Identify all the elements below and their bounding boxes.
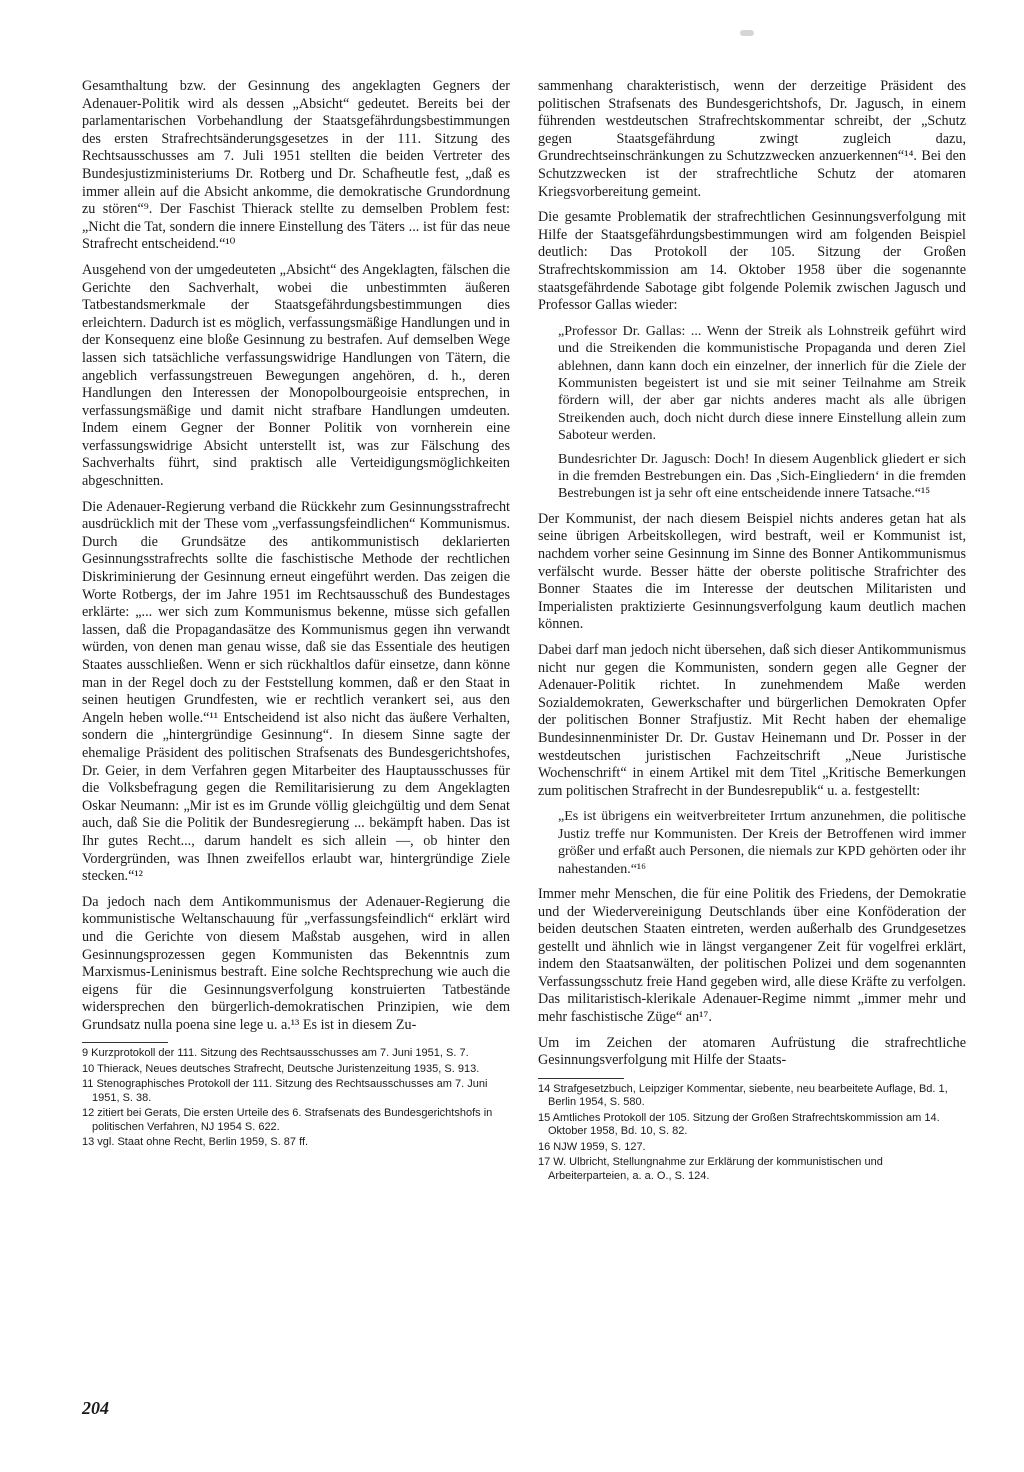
left-column (82, 78, 510, 1152)
footnote: 9 Kurzprotokoll der 111. Sitzung des Rechtsausschusses am 7. Juni 1951, S. 7. (82, 1047, 469, 1060)
right-footnotes (538, 1083, 966, 1184)
block-quote (538, 808, 966, 878)
quote-paragraph: „Es ist übrigens ein weitverbreiteter Irrtum anzunehmen, die politische Justiz treffe nur Kommunisten. Der Kreis der Betroffenen wird immer größer und erfaßt auch Personen, die niemals zur KPD gehörten oder ihr nahestanden.“¹⁶ (558, 809, 966, 877)
right-body-after (538, 886, 966, 1070)
left-footnotes (82, 1047, 510, 1150)
quote-paragraph: „Professor Dr. Gallas: ... Wenn der Streik als Lohnstreik geführt wird und die Streikenden die kommunistische Propaganda und deren Ziel ablehnen, dann kann doch ein einzelner, der innerlich für die Ziele der Kommunisten begeistert ist und sie mit seiner Teilnahme am Streik fördern will, der aber gar nichts anderes macht als alle übrigen Streikenden auch, doch nicht durch diese innere Einstellung allein zum Saboteur werden. (558, 323, 966, 444)
paragraph: Ausgehend von der umgedeuteten „Absicht“ des Angeklagten, fälschen die Gerichte den Sachverhalt, wobei die unbestimmten äußeren Tatbestandsmerkmale der Staatsgefährdungsbestimmungen dies erleichtern. Dadurch ist es möglich, verfassungsmäßige Handlungen und in der Konsequenz eine bloße Gesinnung zu bestrafen. Auf demselben Wege lassen sich tatsächliche verfassungswidrige Handlungen von Tätern, die angeblich verfassungstreuen Bewegungen angehören, d. h., deren Handlungen den Interessen der Monopolbourgeoisie entsprechen, in verfassungsmäßige und damit nicht strafbare Handlungen umdeuten. Indem einem Gegner der Bonner Politik von vornherein eine verfassungswidrige Absicht unterstellt ist, was zur Fälschung des Sachverhalts führt, sind praktisch alle Verteidigungsmöglichkeiten abgeschnitten. (82, 261, 510, 490)
paragraph: Der Kommunist, der nach diesem Beispiel nichts anderes getan hat als seine übrigen Arbeitskollegen, wird bestraft, weil er Kommunist ist, nachdem vorher seine Gesinnung im Sinne des Bonner Antikommunismus verfälscht wurde. Besser hätte der oberste politische Strafrichter des Bonner Staates die im Interesse der deutschen Militaristen und Imperialisten praktizierte Gesinnungsverfolgung kaum deutlich machen können. (538, 510, 966, 633)
footnote: 13 vgl. Staat ohne Recht, Berlin 1959, S. 87 ff. (82, 1136, 309, 1149)
paragraph: Die Adenauer-Regierung verband die Rückkehr zum Gesinnungsstrafrecht ausdrücklich mit der These vom „verfassungsfeindlichen“ Kommunismus. Durch die Grundsätze des antikommunistisch deklarierten Gesinnungsstrafrechts sollte die faschistische Methode der rechtlichen Diskriminierung der Gesinnung erneut eingeführt werden. Das zeigen die Worte Rotbergs, der im Jahre 1951 im Rechtsausschuß des Bundestages erklärte: „... wer sich zum Kommunismus bekenne, müsse sich gefallen lassen, daß die Propagandasätze des Kommunismus gegen ihn verwandt würden, von denen man genau wisse, daß sie das Essentiale des heutigen Staates ausschließen. Wenn er sich rückhaltlos dafür einsetze, dann könne man in der Regel doch zu der Feststellung kommen, daß er den Staat in seinen heutigen Grundfesten, wie er rechtlich verankert sei, aus den Angeln heben wolle.“¹¹ Entscheidend ist also nicht das äußere Verhalten, sondern die „hintergründige Gesinnung“. In diesem Sinne sagte der ehemalige Präsident des politischen Strafsenats des Bundesgerichtshofes, Dr. Geier, in dem Verfahren gegen Mitarbeiter des Hauptausschusses für die Volksbefragung gegen die Remilitarisierung zu dem Angeklagten Oskar Neumann: „Mir ist es im Grunde völlig gleichgültig und dem Senat auch, daß Sie die Politik der Bundesregierung ... bekämpft haben. Das ist Ihr gutes Recht..., darum handelt es sich allein —, ob hinter den Vordergründen, was Ihnen zweifellos erlaubt war, hintergründige Ziele stecken.“¹² (82, 498, 510, 885)
footnote: 16 NJW 1959, S. 127. (538, 1140, 646, 1153)
block-quote (538, 323, 966, 503)
right-column (538, 78, 966, 1185)
right-body-middle (538, 511, 966, 801)
right-body (538, 78, 966, 315)
paragraph: Gesamthaltung bzw. der Gesinnung des angeklagten Gegners der Adenauer-Politik wird als dessen „Absicht“ gedeutet. Bereits bei der parlamentarischen Vorbehandlung der Staatsgefährdungsbestimmungen des ersten Strafrechtsänderungsgesetzes in der 111. Sitzung des Rechtsausschusses am 7. Juli 1951 stellten die beiden Vertreter des Bundesjustizministeriums Dr. Rotberg und Dr. Schafheutle fest, „daß es immer allein auf die Absicht ankomme, die demokratische Grundordnung zu stören“⁹. Der Faschist Thierack stellte zu demselben Problem fest: „Nicht die Tat, sondern die innere Einstellung des Täters ... ist für das neue Strafrecht entscheidend.“¹⁰ (82, 78, 510, 253)
footnote-rule (538, 1078, 624, 1079)
footnote-rule (82, 1042, 168, 1043)
footnote: 12 zitiert bei Gerats, Die ersten Urteile des 6. Strafsenats des Bundesgerichtshofs in politischen Verfahren, NJ 1954 S. 622. (82, 1107, 493, 1133)
scan-speck (740, 30, 754, 36)
footnote: 14 Strafgesetzbuch, Leipziger Kommentar, siebente, neu bearbeitete Auflage, Bd. 1, Berlin 1954, S. 580. (538, 1082, 948, 1109)
footnote: 15 Amtliches Protokoll der 105. Sitzung der Großen Strafrechtskommission am 14. Oktober 1958, Bd. 10, S. 82. (538, 1111, 940, 1138)
footnote: 11 Stenographisches Protokoll der 111. Sitzung des Rechtsausschusses am 7. Juni 1951, S. 38. (82, 1078, 488, 1104)
quote-paragraph: Bundesrichter Dr. Jagusch: Doch! In diesem Augenblick gliedert er sich in die fremden Bestrebungen ein. Das ‚Sich-Eingliedern‘ in die fremden Bestrebungen ist ja sehr oft eine entscheidende innere Tatsache.“¹⁵ (558, 451, 966, 502)
paragraph: sammenhang charakteristisch, wenn der derzeitige Präsident des politischen Strafsenats des Bundesgerichtshofs, Dr. Jagusch, in einem führenden westdeutschen Strafrechtskommentar schreibt, der „Schutz gegen Staatsgefährdung zwingt zugleich dazu, Grundrechtseinschränkungen zu Schutzzwecken anzuerkennen“¹⁴. Bei den Schutzzwecken ist der strafrechtliche Schutz der atomaren Kriegsvorbereitung gemeint. (538, 78, 966, 200)
page-number: 204 (82, 1398, 109, 1418)
left-body (82, 78, 510, 1034)
paragraph: Dabei darf man jedoch nicht übersehen, daß sich dieser Antikommunismus nicht nur gegen die Kommunisten, sondern gegen alle Gegner der Adenauer-Politik richtet. In zunehmendem Maße werden Sozialdemokraten, Gewerkschafter und bürgerlichen Demokraten Opfer der politischen Bonner Strafjustiz. Mit Recht haben der ehemalige Bundesinnenminister Dr. Dr. Gustav Heinemann und Dr. Posser in der westdeutschen juristischen Fachzeitschrift „Neue Juristische Wochenschrift“ in einem Artikel mit dem Titel „Kritische Bemerkungen zum politischen Strafrecht in der Bundesrepublik“ u. a. festgestellt: (538, 641, 966, 799)
paragraph: Da jedoch nach dem Antikommunismus der Adenauer-Regierung die kommunistische Weltanschauung für „verfassungsfeindlich“ erklärt wird und die Gerichte von diesem Maßstab ausgehen, wird in allen Gesinnungsprozessen gegen Kommunisten das Bekenntnis zum Marxismus-Leninismus bestraft. Eine solche Rechtsprechung wie auch die eigens für die Gesinnungsverfolgung konstruierten Tatbestände widersprechen den bürgerlich-demokratischen Prinzipien, wie dem Grundsatz nulla poena sine lege u. a.¹³ Es ist in diesem Zu- (82, 893, 510, 1033)
paragraph: Um im Zeichen der atomaren Aufrüstung die strafrechtliche Gesinnungsverfolgung mit Hilfe der Staats- (538, 1034, 966, 1069)
paragraph: Immer mehr Menschen, die für eine Politik des Friedens, der Demokratie und der Wiedervereinigung Deutschlands über eine Konföderation der beiden deutschen Staaten eintreten, werden außerhalb des Grundgesetzes gestellt und ähnlich wie in längst vergangener Zeit für vogelfrei erklärt, indem den Staatsanwälten, der politischen Polizei und dem sogenannten Verfassungsschutz freie Hand gegeben wird, alle diese Kräfte zu verfolgen. Das militaristisch-klerikale Adenauer-Regime nimmt „immer mehr und mehr faschistische Züge“ an¹⁷. (538, 885, 966, 1026)
footnote: 10 Thierack, Neues deutsches Strafrecht, Deutsche Juristenzeitung 1935, S. 913. (82, 1062, 480, 1075)
footnote: 17 W. Ulbricht, Stellungnahme zur Erklärung der kommunistischen und Arbeiterparteien, a. a. O., S. 124. (538, 1156, 883, 1182)
paragraph: Die gesamte Problematik der strafrechtlichen Gesinnungsverfolgung mit Hilfe der Staatsgefährdungsbestimmungen wird am folgenden Beispiel deutlich: Das Protokoll der 105. Sitzung der Großen Strafrechtskommission am 14. Oktober 1958 über die sogenannte staatsgefährdende Sabotage gibt folgende Polemik zwischen Jagusch und Professor Gallas wieder: (538, 209, 966, 314)
